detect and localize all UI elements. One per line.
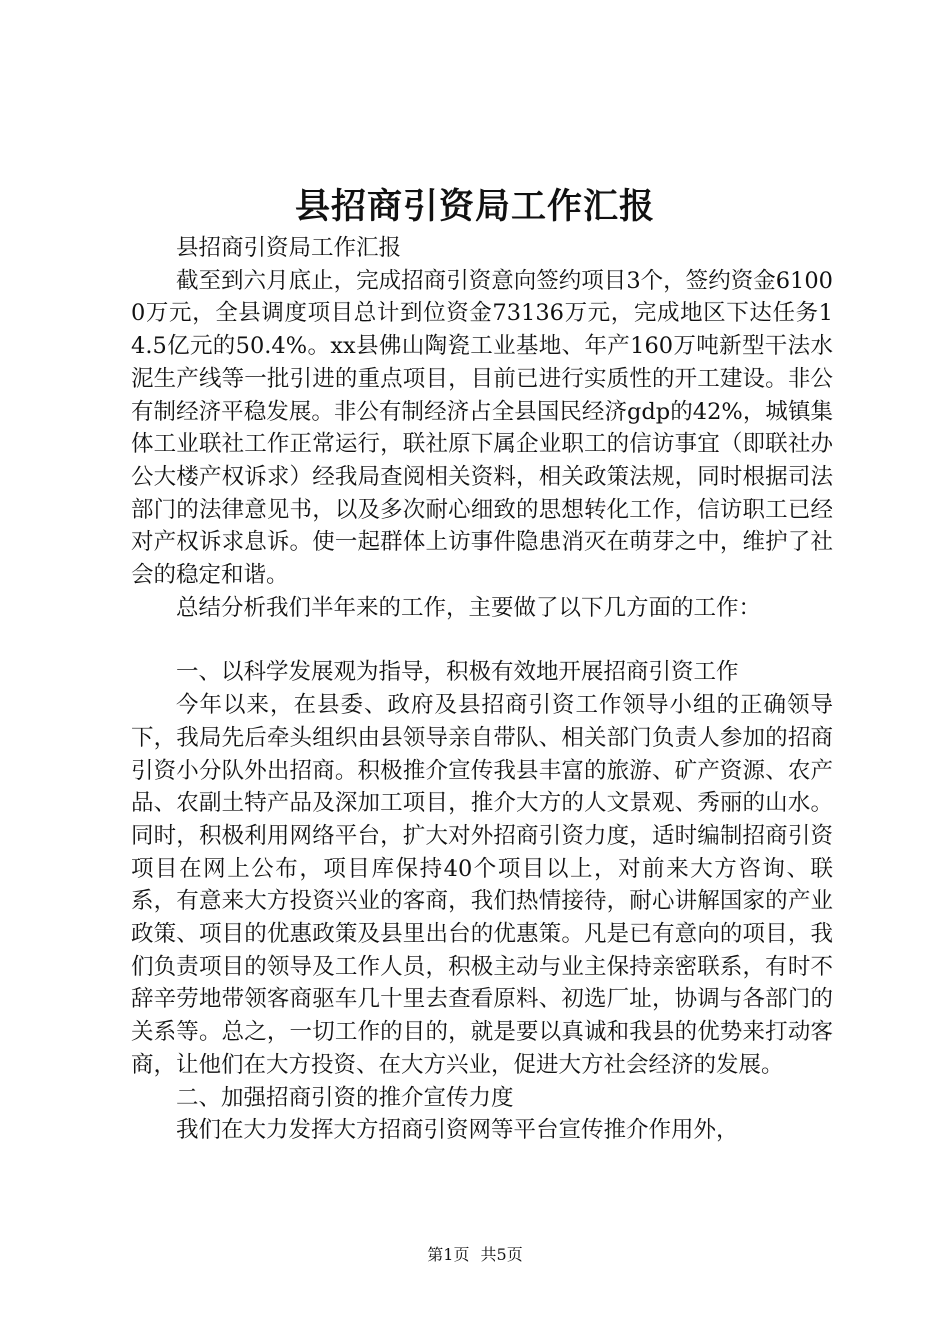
page-footer bbox=[0, 1244, 950, 1266]
section-heading-1: 一、以科学发展观为指导，积极有效地开展招商引资工作 bbox=[176, 659, 739, 686]
page-total: 共5页 bbox=[480, 1245, 523, 1264]
subtitle-paragraph: 县招商引资局工作汇报 bbox=[176, 235, 402, 261]
section-2-paragraph: 我们在大力发挥大方招商引资网等平台宣传推介作用外， bbox=[176, 1117, 739, 1144]
summary-paragraph: 截至到六月底止，完成招商引资意向签约项目3个，签约资金61000万元，全县调度项目总计到位资金73136万元，完成地区下达任务14.5亿元的50.4%。xx县佛山陶瓷工业基地、年产160万吨新型干法水泥生产线等一批引进的重点项目，目前已进行实质性的开工建设。非公有制经济平稳发展。非公有制经济占全县国民经济gdp的42%，城镇集体工业联社工作正常运行，联社原下属企业职工的信访事宜（即联社办公大楼产权诉求）经我局查阅相关资料，相关政策法规，同时根据司法部门的法律意见书，以及多次耐心细致的思想转化工作，信访职工已经对产权诉求息诉。使一起群体上访事件隐患消灭在萌芽之中，维护了社会的稳定和谐。 bbox=[131, 267, 833, 589]
document-title: 县招商引资局工作汇报 bbox=[294, 186, 655, 227]
overview-paragraph: 总结分析我们半年来的工作，主要做了以下几方面的工作： bbox=[176, 594, 762, 621]
paragraph-spacer bbox=[131, 624, 833, 656]
section-heading-2: 二、加强招商引资的推介宣传力度 bbox=[176, 1084, 514, 1111]
document-body bbox=[131, 232, 833, 1147]
section-1-paragraph: 今年以来，在县委、政府及县招商引资工作领导小组的正确领导下，我局先后牵头组织由县领导亲自带队、相关部门负责人参加的招商引资小分队外出招商。积极推介宣传我县丰富的旅游、矿产资源、农产品、农副土特产品及深加工项目，推介大方的人文景观、秀丽的山水。同时，积极利用网络平台，扩大对外招商引资力度，适时编制招商引资项目在网上公布，项目库保持40个项目以上，对前来大方咨询、联系，有意来大方投资兴业的客商，我们热情接待，耐心讲解国家的产业政策、项目的优惠政策及县里出台的优惠策。凡是已有意向的项目，我们负责项目的领导及工作人员，积极主动与业主保持亲密联系，有时不辞辛劳地带领客商驱车几十里去查看原料、初选厂址，协调与各部门的关系等。总之，一切工作的目的，就是要以真诚和我县的优势来打动客商，让他们在大方投资、在大方兴业，促进大方社会经济的发展。 bbox=[131, 692, 833, 1078]
page-number: 第1页 bbox=[427, 1245, 470, 1264]
